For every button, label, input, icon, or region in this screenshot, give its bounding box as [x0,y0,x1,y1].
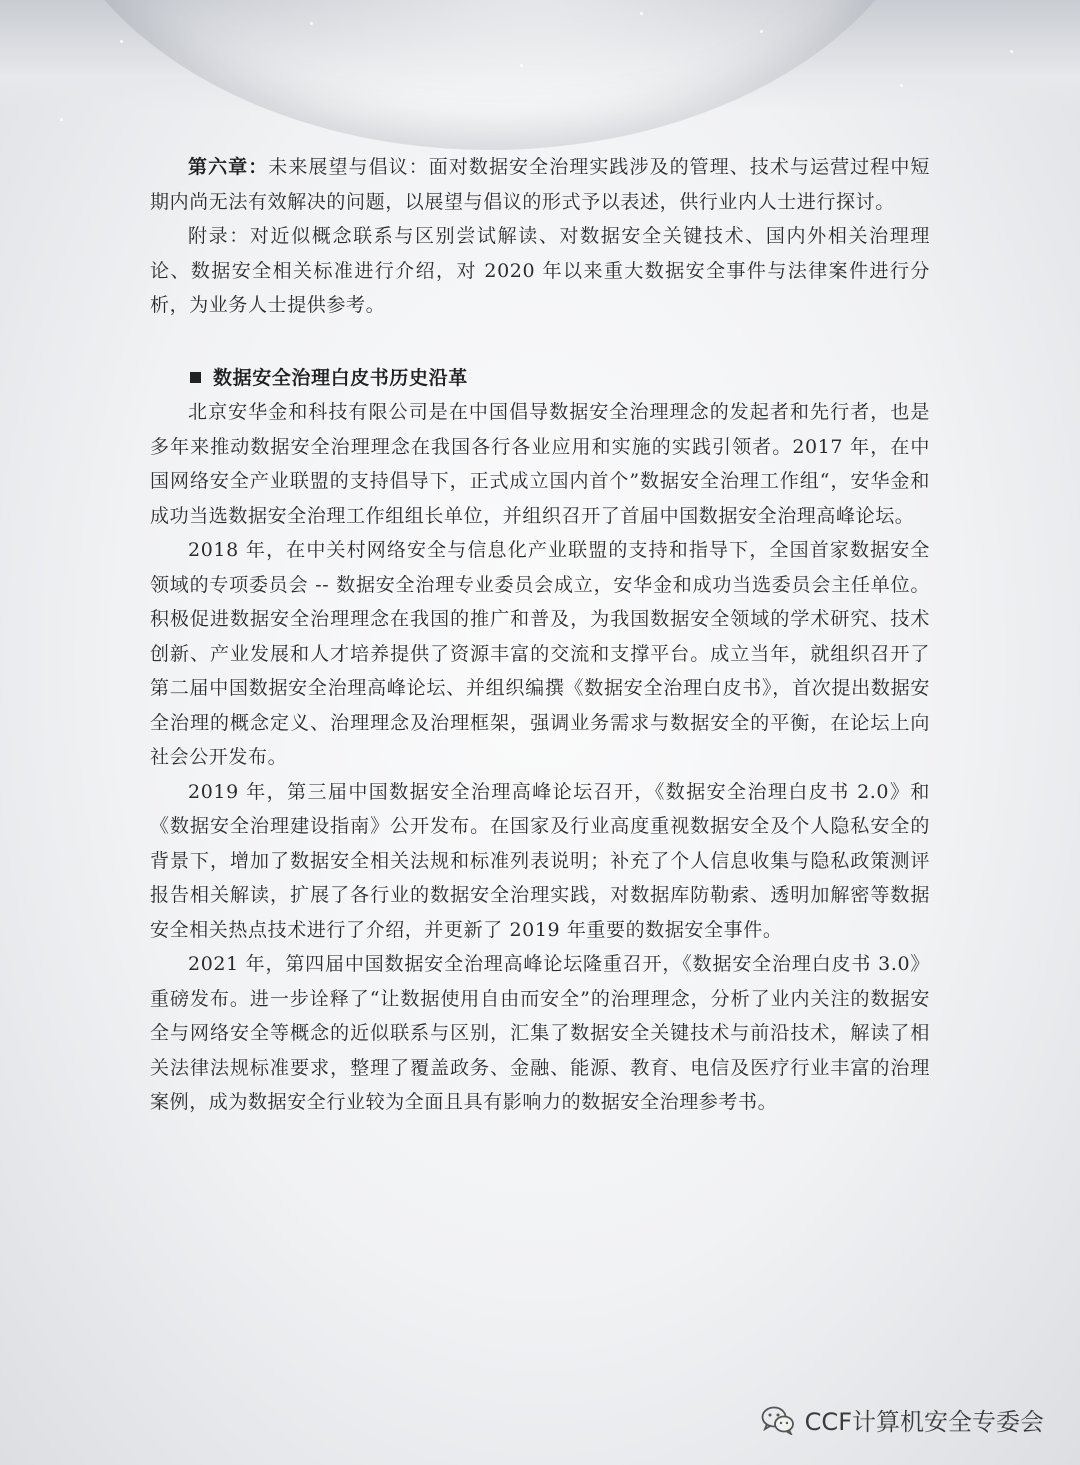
history-paragraph-2021: 2021 年，第四届中国数据安全治理高峰论坛隆重召开，《数据安全治理白皮书 3.0》重磅发布。进一步诠释了“让数据使用自由而安全”的治理理念，分析了业内关注的数据安全与网络安全等概念的近似联系与区别，汇集了数据安全关键技术与前沿技术，解读了相关法律法规标准要求，整理了覆盖政务、金融、能源、教育、电信及医疗行业丰富的治理案例，成为数据安全行业较为全面且具有影响力的数据安全治理参考书。 [150,953,930,1113]
history-paragraph-2019: 2019 年，第三届中国数据安全治理高峰论坛召开，《数据安全治理白皮书 2.0》和《数据安全治理建设指南》公开发布。在国家及行业高度重视数据安全及个人隐私安全的背景下，增加了数据安全相关法规和标准列表说明；补充了个人信息收集与隐私政策测评报告相关解读，扩展了各行业的数据安全治理实践，对数据库防勒索、透明加解密等数据安全相关热点技术进行了介绍，并更新了 2019 年重要的数据安全事件。 [150,780,930,941]
decorative-star [1010,50,1013,53]
wechat-icon [761,1405,795,1435]
page-body [150,150,930,1120]
decorative-star [310,22,313,25]
section-heading [150,361,930,396]
square-bullet-icon [190,372,201,383]
decorative-star [640,12,643,15]
decorative-star [120,40,123,43]
chapter6-text: 未来展望与倡议：面对数据安全治理实践涉及的管理、技术与运营过程中短期内尚无法有效解决的问题，以展望与倡议的形式予以表述，供行业内人士进行探讨。 [150,156,930,213]
appendix-text: 附录：对近似概念联系与区别尝试解读、对数据安全关键技术、国内外相关治理理论、数据安全相关标准进行介绍，对 2020 年以来重大数据安全事件与法律案件进行分析，为业务人士提供参考。 [150,225,930,316]
watermark-text: CCF计算机安全专委会 [804,1408,1044,1436]
appendix-paragraph [150,219,930,323]
decorative-star [760,30,763,33]
decorative-star [520,64,523,67]
chapter6-paragraph [150,150,930,219]
section-heading-text: 数据安全治理白皮书历史沿革 [213,366,468,389]
history-paragraph-2017: 北京安华金和科技有限公司是在中国倡导数据安全治理理念的发起者和先行者，也是多年来推动数据安全治理理念在我国各行各业应用和实施的实践引领者。2017 年，在中国网络安全产业联盟的支持倡导下，正式成立国内首个”数据安全治理工作组“，安华金和成功当选数据安全治理工作组组长单位，并组织召开了首届中国数据安全治理高峰论坛。 [150,401,930,527]
chapter6-lead: 第六章： [188,156,269,178]
decorative-star [900,84,903,87]
history-paragraph-2018: 2018 年，在中关村网络安全与信息化产业联盟的支持和指导下，全国首家数据安全领域的专项委员会 -- 数据安全治理专业委员会成立，安华金和成功当选委员会主任单位。积极促进数据安全治理理念在我国的推广和普及，为我国数据安全领域的学术研究、技术创新、产业发展和人才培养提供了资源丰富的交流和支撑平台。成立当年，就组织召开了第二届中国数据安全治理高峰论坛、并组织编撰《数据安全治理白皮书》，首次提出数据安全治理的概念定义、治理理念及治理框架，强调业务需求与数据安全的平衡，在论坛上向社会公开发布。 [150,539,930,768]
watermark [761,1402,1044,1437]
decorative-star [60,118,63,121]
